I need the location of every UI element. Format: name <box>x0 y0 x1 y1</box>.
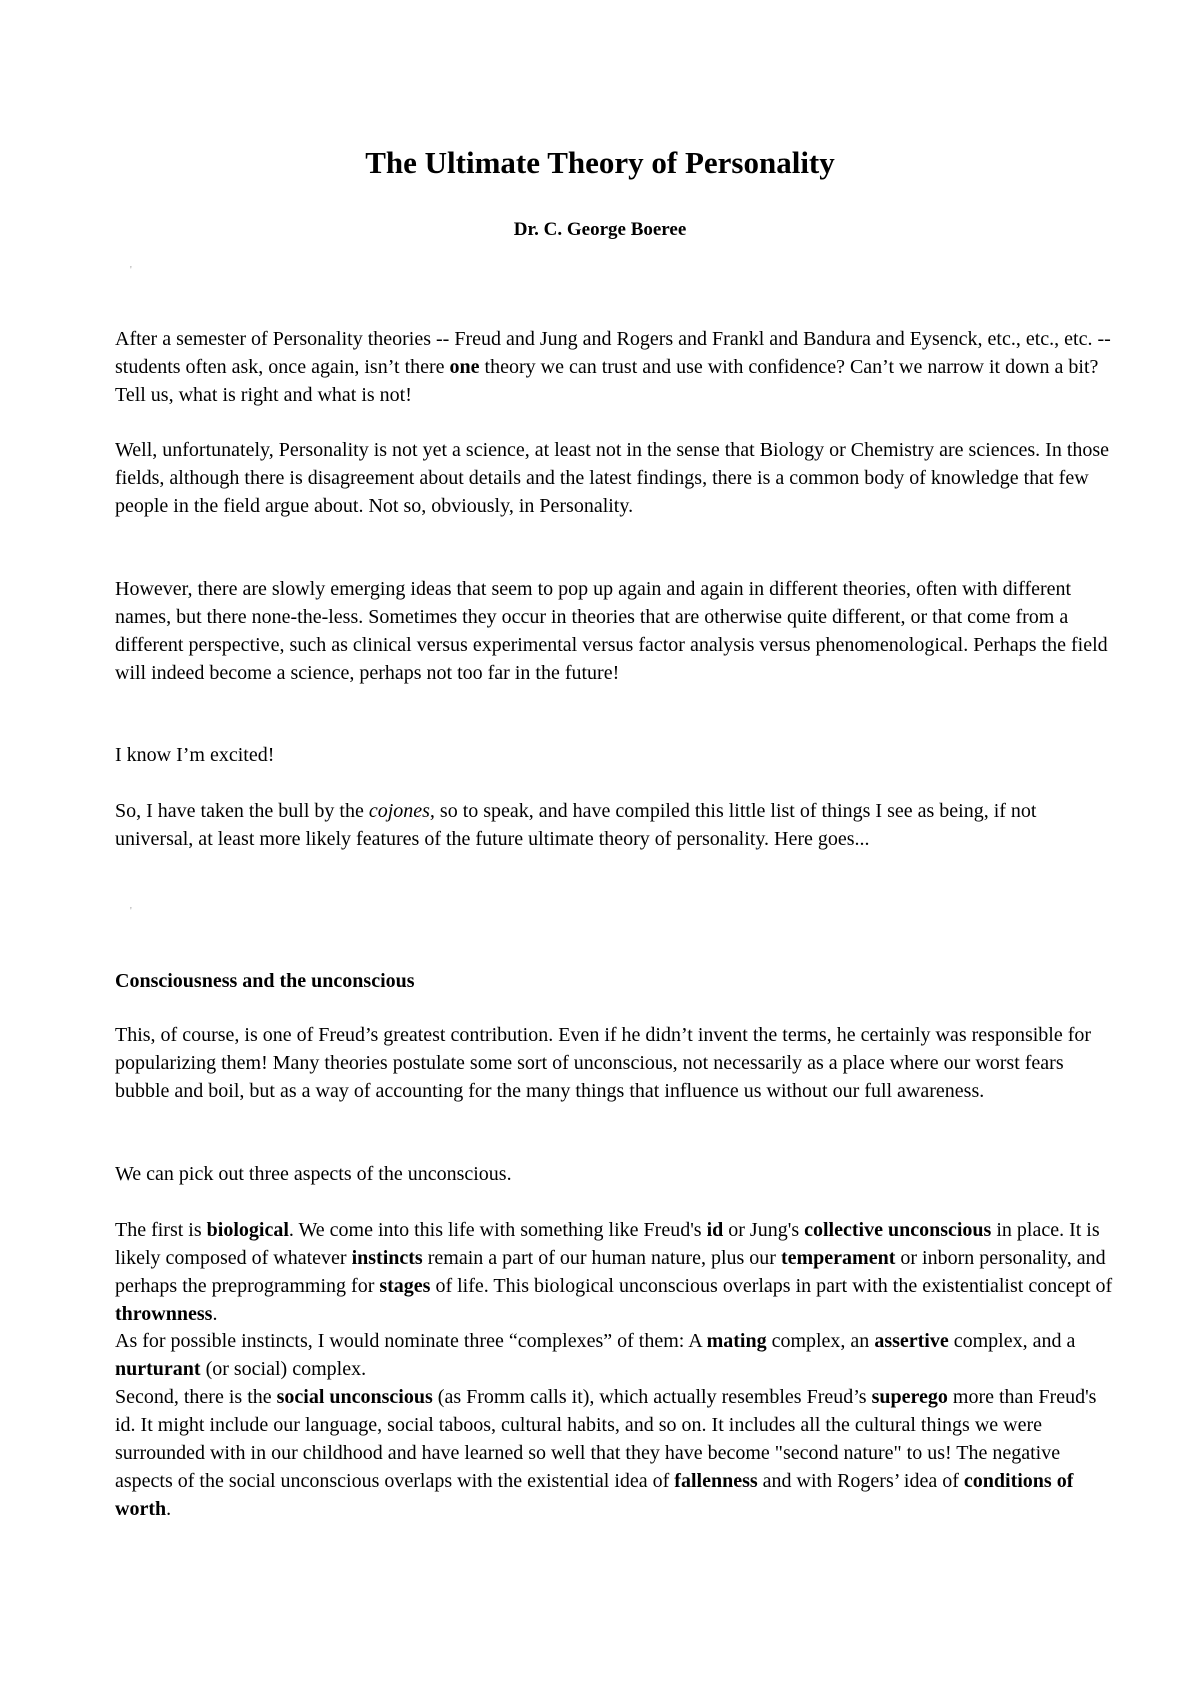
text-run: complex, and a <box>948 1330 1076 1352</box>
text-run: (or social) complex. <box>200 1358 367 1380</box>
section-paragraph-5 <box>115 1383 1115 1523</box>
section-paragraph-3 <box>115 1216 1115 1328</box>
text-run: So, I have taken the bull by the <box>115 800 369 822</box>
text-run: more than Freud's id. It might include our language, social taboos, cultural habits, and so on. It includes all the cultural things we were surrounded with in our childhood and have learned so well that they have become "second nature" to us! The negative aspects of the social unconscious overlaps with the existential idea of <box>115 1386 1097 1492</box>
section-paragraph-4 <box>115 1327 1115 1383</box>
emphasis-text: id <box>706 1219 724 1241</box>
text-run: of life. This biological unconscious overlaps in part with the existentialist concept of <box>430 1275 1113 1297</box>
author-name: Dr. C. George Boeree <box>513 219 687 240</box>
emphasis-text: collective unconscious <box>804 1219 992 1241</box>
text-run: (as Fromm calls it), which actually resembles Freud’s <box>432 1386 872 1408</box>
emphasis-text: fallenness <box>674 1470 758 1492</box>
text-run: or Jung's <box>723 1219 805 1241</box>
emphasis-text: mating <box>706 1330 767 1352</box>
text-run: . We come into this life with something like Freud's <box>288 1219 707 1241</box>
text-run: theory we can trust and use with confidence? Can’t we narrow it down a bit? Tell us, what is right and what is not! <box>115 356 1099 406</box>
text-run: complex, an <box>766 1330 875 1352</box>
section-paragraph-1: This, of course, is one of Freud’s greatest contribution. Even if he didn’t invent the terms, he certainly was responsible for popularizing them! Many theories postulate some sort of unconscious, not necessarily as a place where our worst fears bubble and boil, but as a way of accounting for the many things that influence us without our full awareness. <box>115 1024 1092 1102</box>
text-run: remain a part of our human nature, plus our <box>422 1247 781 1269</box>
emphasis-text: instincts <box>351 1247 423 1269</box>
text-run: in place. It is likely composed of whatever <box>115 1219 1100 1269</box>
document-title: The Ultimate Theory of Personality <box>365 145 835 180</box>
emphasis-text: temperament <box>780 1247 896 1269</box>
italic-text: cojones, <box>368 800 435 822</box>
emphasis-text: conditions of worth <box>115 1470 1074 1520</box>
text-run: After a semester of Personality theories -- Freud and Jung and Rogers and Frankl and Bandura and Eysenck, etc., etc., etc. -- students often ask, once again, isn’t there <box>115 328 1111 378</box>
intro-paragraph-3: However, there are slowly emerging ideas that seem to pop up again and again in different theories, often with different names, but there none-the-less. Sometimes they occur in theories that are otherwise quite different, or that come from a different perspective, such as clinical versus experimental versus factor analysis versus phenomenological. Perhaps the field will indeed become a science, perhaps not too far in the future! <box>115 578 1108 684</box>
text-run: . <box>212 1303 218 1325</box>
emphasis-text: thrownness <box>115 1303 213 1325</box>
section-paragraph-2: We can pick out three aspects of the unconscious. <box>115 1163 512 1185</box>
text-run: . <box>166 1498 172 1520</box>
section-heading: Consciousness and the unconscious <box>115 970 415 992</box>
emphasis-text: assertive <box>874 1330 949 1352</box>
emphasis-text: social unconscious <box>276 1386 433 1408</box>
intro-paragraph-1 <box>115 325 1115 409</box>
intro-paragraph-4: I know I’m excited! <box>115 744 275 766</box>
text-run: and with Rogers’ idea of <box>757 1470 964 1492</box>
intro-paragraph-2: Well, unfortunately, Personality is not yet a science, at least not in the sense that Biology or Chemistry are sciences. In those fields, although there is disagreement about details and the latest findings, there is a common body of knowledge that few people in the field argue about. Not so, obviously, in Personality. <box>115 439 1110 517</box>
intro-paragraph-5 <box>115 797 1115 853</box>
text-run: so to speak, and have compiled this little list of things I see as being, if not universal, at least more likely features of the future ultimate theory of personality. Here goes... <box>115 800 1037 850</box>
separator-mark: ' <box>130 265 132 276</box>
emphasis-text: superego <box>871 1386 948 1408</box>
text-run: Second, there is the <box>115 1386 277 1408</box>
emphasis-text: one <box>449 356 480 378</box>
separator-mark: ' <box>130 906 132 917</box>
emphasis-text: stages <box>379 1275 431 1297</box>
emphasis-text: nurturant <box>115 1358 201 1380</box>
emphasis-text: biological <box>206 1219 289 1241</box>
text-run: The first is <box>115 1219 207 1241</box>
text-run: or inborn personality, and perhaps the preprogramming for <box>115 1247 1106 1297</box>
text-run: As for possible instincts, I would nominate three “complexes” of them: A <box>115 1330 707 1352</box>
